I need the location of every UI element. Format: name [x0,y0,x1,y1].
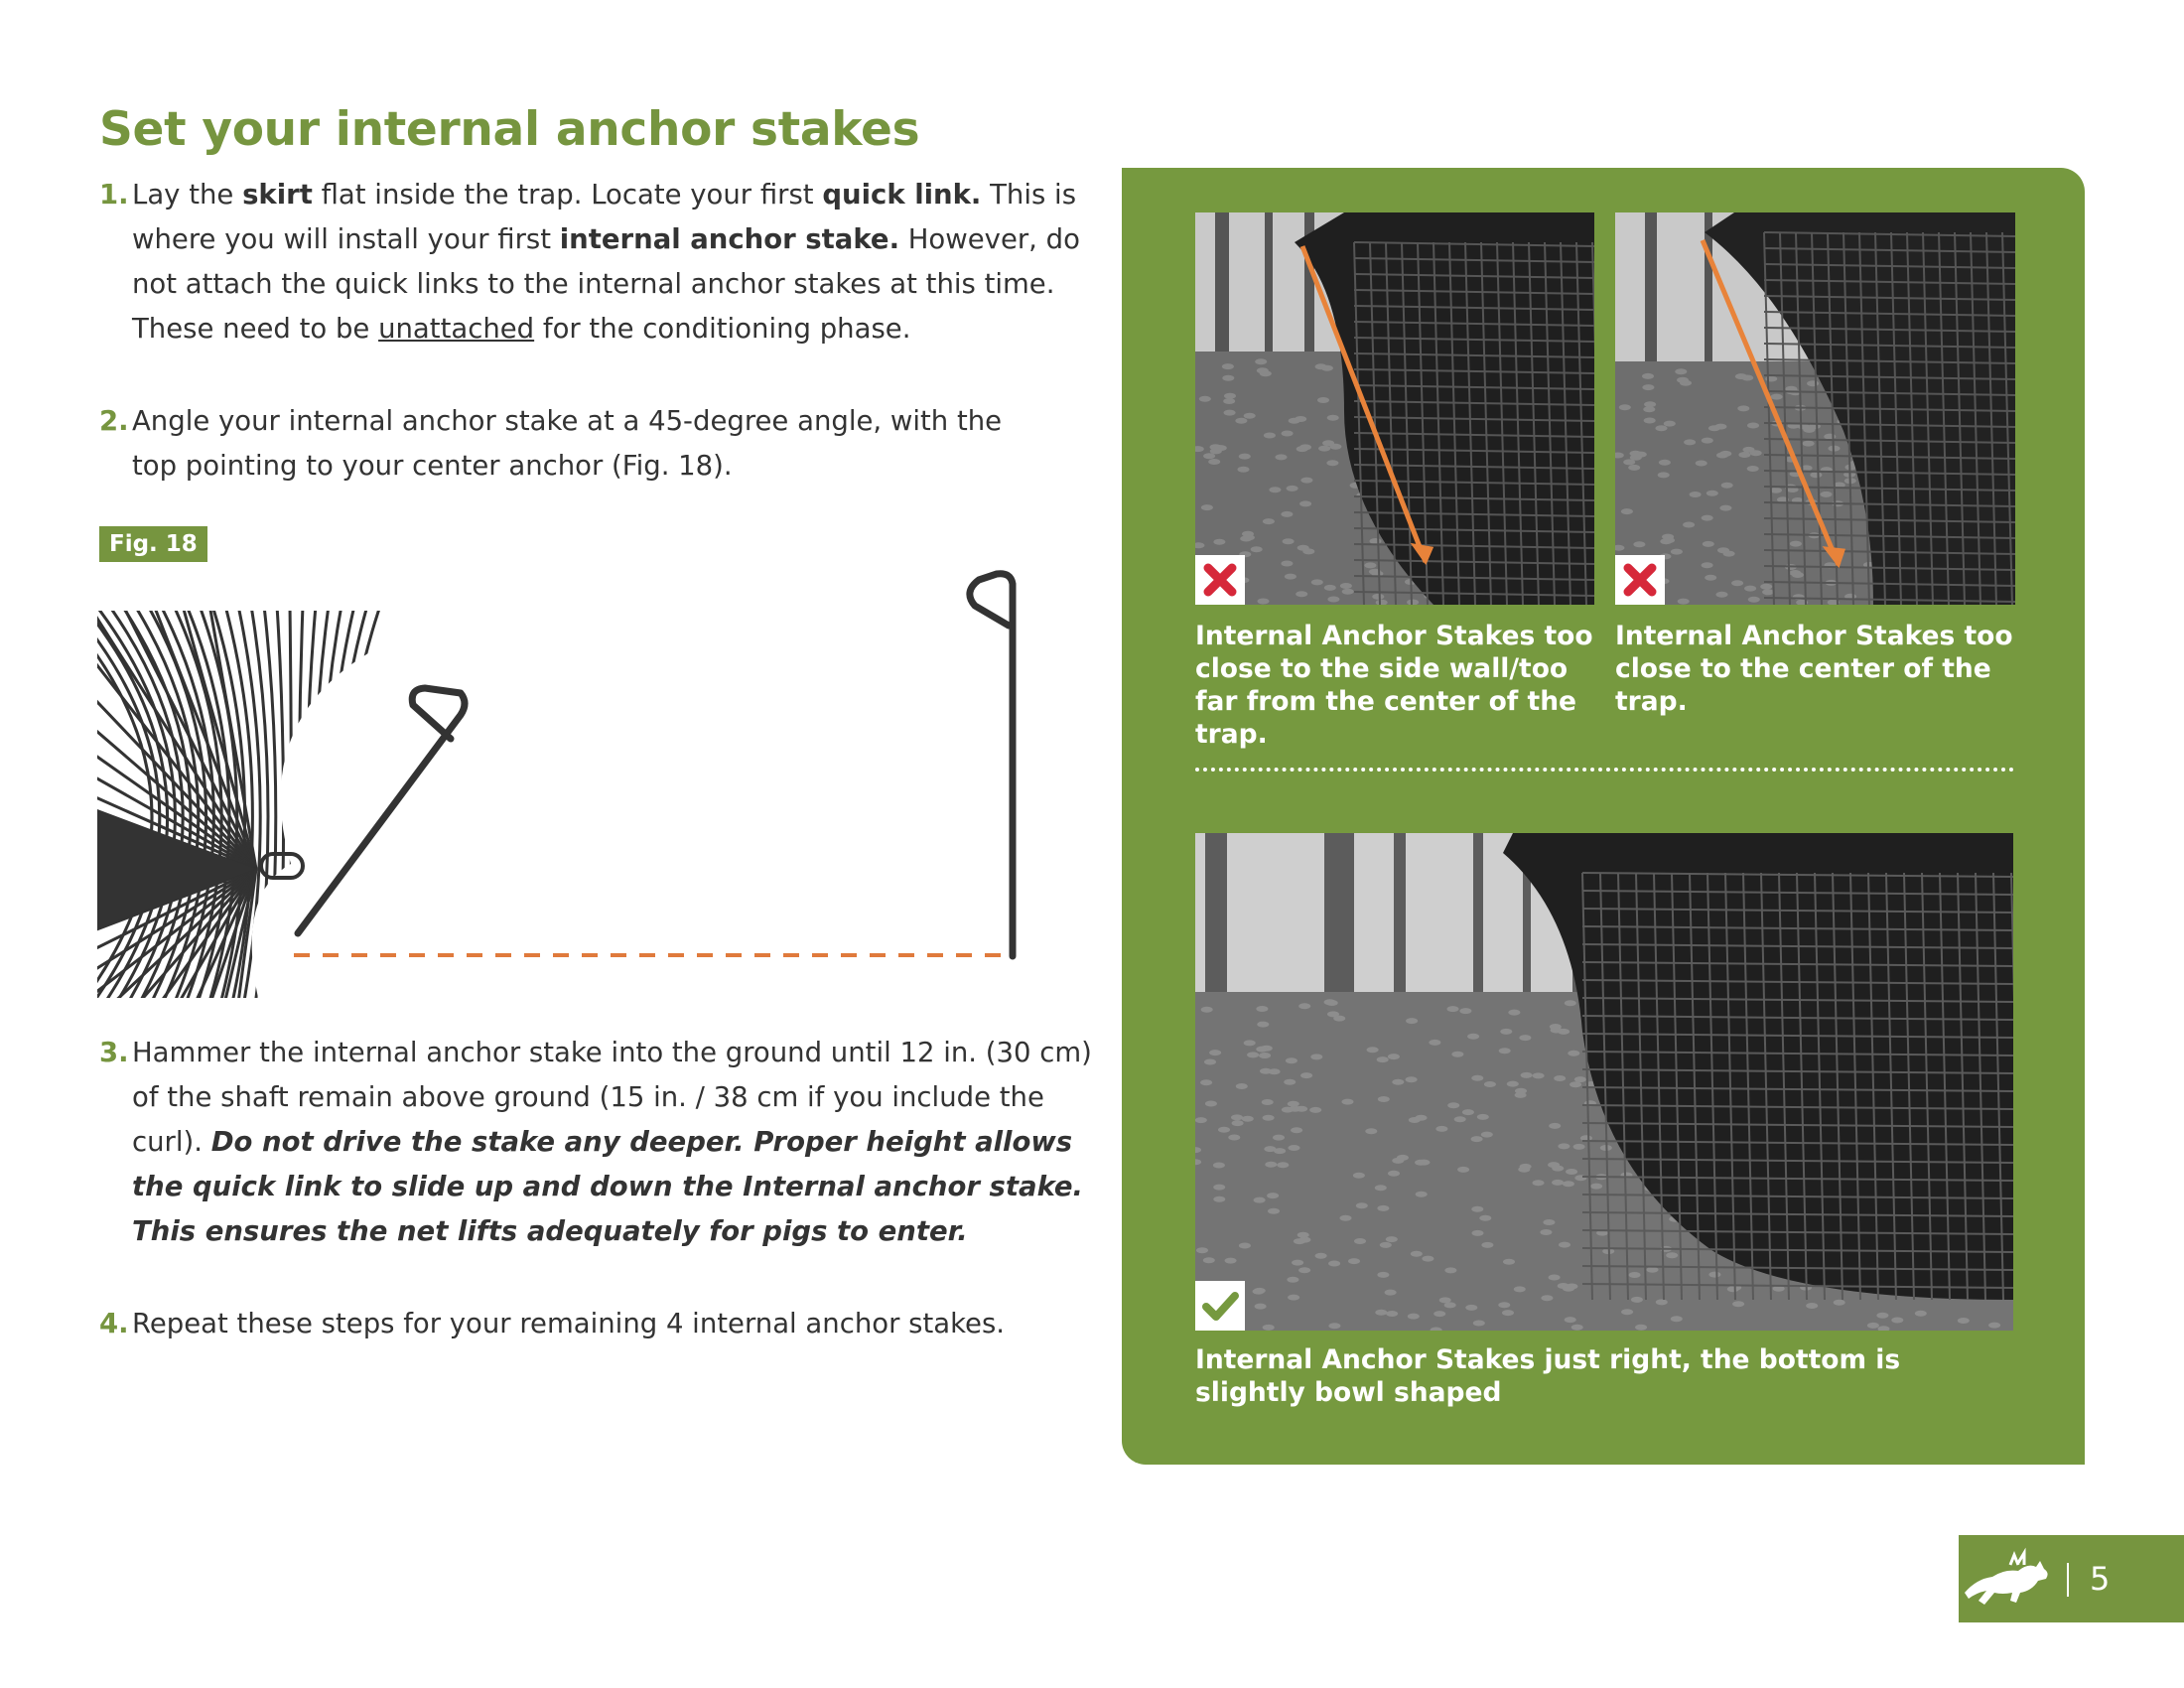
step-text [99,399,1052,489]
step-text [99,1031,1092,1254]
x-icon [1200,560,1240,600]
photo-stakes-too-close [1615,212,2015,605]
step-2 [99,399,1052,489]
step-text-fragment: unattached [378,313,535,345]
step-text-fragment: Do not drive the stake any deeper. Proper height allows the quick link to slide up and down the Internal anchor stake. This ensures the net lifts adequately for pigs to enter. [132,1126,1083,1247]
wrong-badge [1615,555,1665,605]
step-text-fragment: However, do not attach the quick links to the internal anchor stakes at this time. These need to be [132,223,1080,345]
footer-tab [1959,1535,2184,1622]
step-1 [99,173,1082,352]
step-text-fragment: flat inside the trap. Locate your first [312,179,823,211]
photo-stakes-just-right [1195,833,2013,1331]
figure-label: Fig. 18 [99,526,207,562]
caption-too-far: Internal Anchor Stakes too close to the side wall/too far from the center of the trap. [1195,621,1593,750]
caption-just-right: Internal Anchor Stakes just right, the bottom is slightly bowl shaped [1195,1344,1901,1408]
step-text-fragment: internal anchor stake. [559,223,900,255]
checkmark-icon [1200,1286,1240,1326]
step-number: 2. [99,405,129,437]
panel-divider [1195,768,2014,772]
x-icon [1620,560,1660,600]
step-4 [99,1302,1092,1346]
step-text-fragment: Angle your internal anchor stake at a 45-degree angle, with the top pointing to your center anchor (Fig. 18). [132,405,1003,482]
step-3 [99,1031,1092,1254]
step-text-fragment: Lay the [132,179,243,211]
step-number: 4. [99,1308,129,1339]
photo-stakes-too-far [1195,212,1594,605]
step-text-fragment: Repeat these steps for your remaining 4 internal anchor stakes. [132,1308,1006,1339]
step-text-fragment: This is where you will install your first [132,179,1077,255]
step-text [99,1302,1092,1346]
angled-stake-icon [298,688,465,933]
step-text-fragment: for the conditioning phase. [534,313,911,345]
step-text [99,173,1082,352]
footer-divider [2067,1563,2069,1597]
step-text-fragment: Hammer the internal anchor stake into the ground until 12 in. (30 cm) of the shaft remain above ground (15 in. / 38 cm if you include the curl). [132,1037,1092,1158]
page-number: 5 [2090,1560,2111,1598]
step-number: 1. [99,179,129,211]
figure-18-illustration [97,566,1080,1003]
caption-too-close: Internal Anchor Stakes too close to the center of the trap. [1615,621,2013,717]
step-text-fragment: quick link. [822,179,982,211]
step-number: 3. [99,1037,129,1068]
wrong-badge [1195,555,1245,605]
step-text-fragment: skirt [242,179,313,211]
vertical-stake-icon [970,574,1013,956]
running-boar-icon [1959,1539,2053,1618]
right-badge [1195,1281,1245,1331]
page-title: Set your internal anchor stakes [99,102,920,157]
